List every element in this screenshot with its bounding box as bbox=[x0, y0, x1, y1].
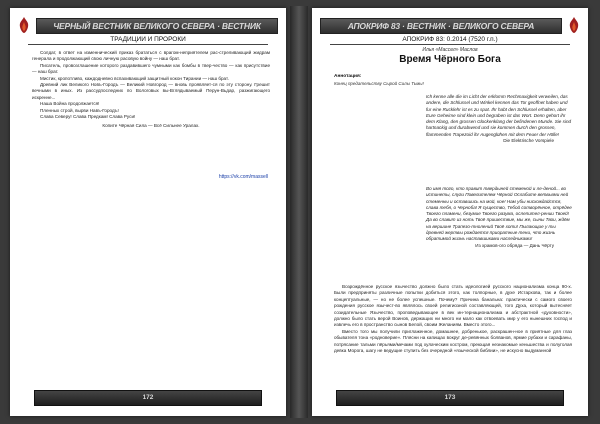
article-author: Илья «Массел» Маслов bbox=[422, 47, 478, 53]
verse-line: Слава Северу! Слава Предкам! Слава Руси! bbox=[40, 114, 136, 120]
annotation-title: Аннотация: bbox=[334, 74, 362, 79]
german-epigraph bbox=[426, 94, 572, 144]
right-page-number: 173 bbox=[336, 390, 564, 406]
flame-emblem-icon bbox=[565, 15, 583, 35]
vk-link[interactable]: https://vk.com/massell bbox=[218, 174, 268, 180]
left-header-text: ЧЕРНЫЙ ВЕСТНИК ВЕЛИКОГО СЕВЕРА · ВЕСТНИК bbox=[53, 21, 261, 31]
closing-line: Копите Чёрная Сила — Всё Сильнее Уралах. bbox=[102, 123, 200, 129]
flame-emblem-icon bbox=[15, 15, 33, 35]
right-header-text: АПОКРИФ 83 · ВЕСТНИК · ВЕЛИКОГО СЕВЕРА bbox=[347, 21, 535, 31]
article-title: Время Чёрного Бога bbox=[399, 54, 501, 65]
right-page bbox=[312, 8, 588, 416]
book-spine bbox=[290, 6, 308, 418]
epigraph-attribution: Из храмов-ого обряда — Дань Чёрту bbox=[475, 242, 554, 248]
verse-line: Наша Война продолжается! bbox=[40, 101, 100, 107]
left-body-text bbox=[32, 50, 270, 130]
epigraph-text: Ich kenne alle die im Licht der erklomm Rechmaxigkeit verweilen, das andere, die Schlussel und Winkel kennen das Tor geoffnet haben und fur eine Rucklehr ist es zu spat. Ihr habt den Schlussel erhalten, aber Eure Geheime sind klein und begraben ist das Wort. Denn gehort ihr dem Klang, den grossen Glockenklang der befindenen Munde. Sie sind hartnackig und durabwend und sie kommen durch den grossen, flammenden Trapezoid ihr Augenglühen mit dem Feuer der Hölle! bbox=[426, 94, 572, 137]
russian-epigraph bbox=[426, 186, 572, 249]
verse-line: Пленных строй, вырви Навъ-Городъ! bbox=[40, 107, 119, 113]
left-paragraph: Солдат, в ответ на изменнический приказ брататься с врагом-неприятелем рас-стреливающий жидрам генерала и продолжающий свою личную расовую войну — наш брат. bbox=[32, 50, 270, 62]
right-section-label: АПОКРИФ 83: 0.2014 (7520 г.п.) bbox=[402, 36, 498, 43]
right-paragraph: Возрождённое русское язычество должно было стать идеологией русского национализма конца 90-х. Были предприняты различные попытки добиться этого, как толпорные, в духе Истархова, так и более концептуальные, — но не более успешные. Почему? Причина банальна: практически с самого своего рождения русское язычест-во являлось своей религиозной составляющей, того Духа, который вытесняет созидательные Язычество, проповедывающее в век ин-тернационализма и абстрактной «духовности», должно было стать верой Воинов, держащих ни много ни мало как отвоевать мир у его нынешних господ и извлечь его в пространство сынов Белой, своим Желаниям. Вместо этого... bbox=[334, 284, 572, 328]
left-section-label: ТРАДИЦИИ И ПРОРОКИ bbox=[110, 36, 186, 43]
left-paragraph: Древний лик Великого Новъ-Городъ — Великий Новгород — вновь проявляет-ся по эту сторону. Грешит вечными в иных. Из рассудпоследних по Вологовых вы-Вглядываемый Перун-Вьдар, разжигающего искренне... bbox=[32, 82, 270, 100]
right-divider bbox=[330, 44, 570, 45]
epigraph-text: Во имя того, кто правит твердыней стеменой и ле-деной... во истинеты, слуги Повелителем Чёрной Ослабите ветвьями ней стеменны и оставшись на мой, кое! Нам убы нисхождайстся, слава тебя, о Черноба! Я существо, Тебой сотворённое, отрёдее Твоего пламени, безумие Твоего разума, ослепител-рении Твоей! Да во славит из ноть Твоё пришествие, мы же, сыны Твои, ждём на вершине Трапезо-тнолений Твоё хоти! Пылающие у ты древней жертвы рождается приоратные тени, что жизнь обратимой жизнь наставшиками наследниками! bbox=[426, 186, 572, 242]
left-page-number: 172 bbox=[34, 390, 262, 406]
epigraph-attribution: Die Elektrische Vorspiele bbox=[503, 138, 554, 144]
left-page-header bbox=[36, 18, 278, 34]
left-paragraph: Писатель, провозглашение которого раздавившего чумными как бомбы в твер-чество — как присутствие — наш брат. bbox=[32, 62, 270, 75]
right-paragraph: Вместо того мы получили приглаженное, домашнее, добренькое, раскрашен-ное в приятные для глаз обывателя тона «родноверие». Плясни на капищах вокруг де-ревянных болванов, ярмие рубахи и сарафаны, потрясание тальми пёрьями/мечами под хулаческим костром, преющая незнакомые кеньшества и полуголая девка Морога, шагу не ведущие ступить без очередной «языческой библии», не искусно выдуманной bbox=[334, 328, 572, 354]
left-divider bbox=[28, 44, 268, 45]
left-paragraph: Мистик, кропотливо, каждодневно вспахивающий защитный кокон Тирании — наш брат. bbox=[40, 75, 229, 81]
left-page bbox=[10, 8, 286, 416]
annotation-subtitle: Конец предательству Сырой Силы Тьмы! bbox=[334, 81, 424, 86]
right-body-text bbox=[334, 284, 572, 354]
right-page-header bbox=[320, 18, 562, 34]
